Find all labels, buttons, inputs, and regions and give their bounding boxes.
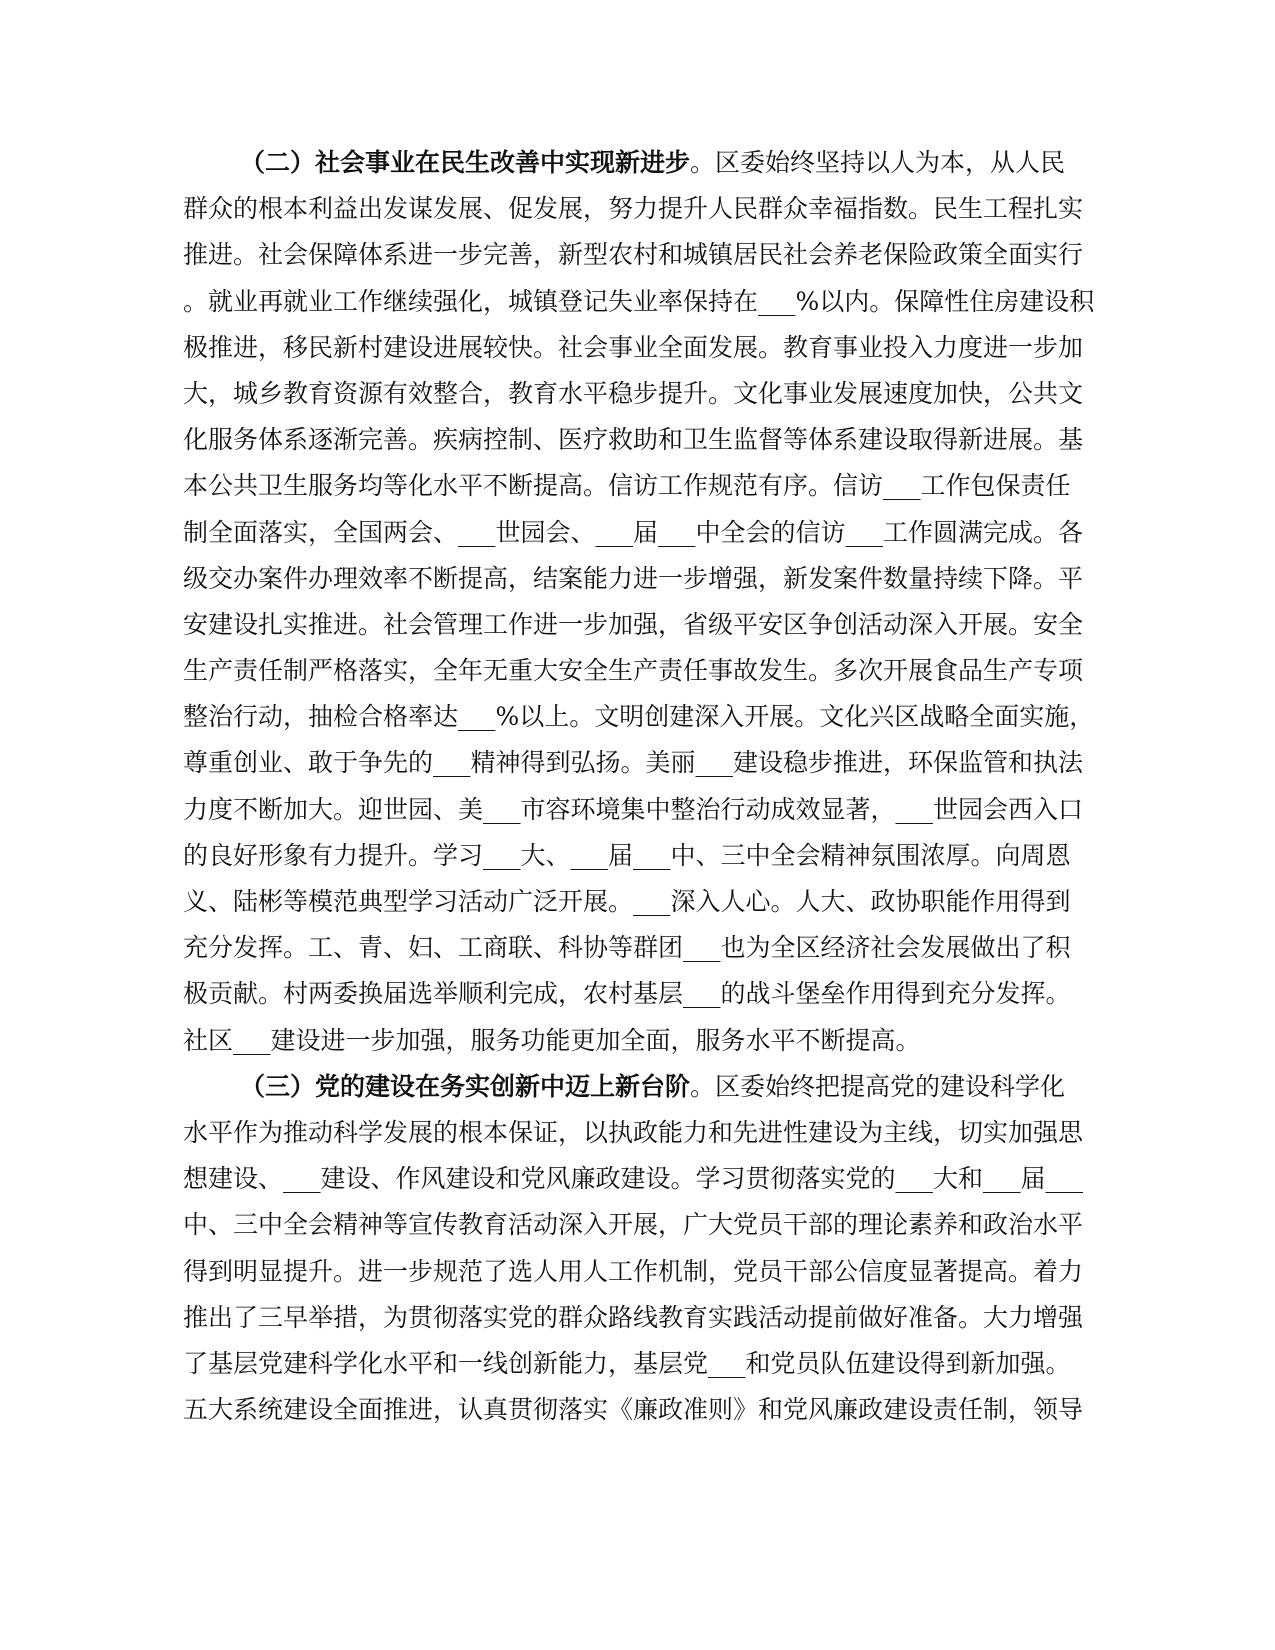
paragraph-first-line xyxy=(183,140,1065,186)
paragraph-line: 级交办案件办理效率不断提高，结案能力进一步增强，新发案件数量持续下降。平 xyxy=(183,563,1084,593)
paragraph-line: 大，城乡教育资源有效整合，教育水平稳步提升。文化事业发展速度加快，公共文 xyxy=(183,378,1084,408)
paragraph-line: 水平作为推动科学发展的根本保证，以执政能力和先进性建设为主线，切实加强思 xyxy=(183,1117,1084,1147)
section-social-progress xyxy=(183,140,1095,1064)
paragraph-line: 推出了三早举措，为贯彻落实党的群众路线教育实践活动提前做好准备。大力增强 xyxy=(183,1302,1084,1332)
paragraph-line: 想建设、___建设、作风建设和党风廉政建设。学习贯彻落实党的___大和___届___ xyxy=(183,1164,1084,1194)
paragraph-line: 安建设扎实推进。社会管理工作进一步加强，省级平安区争创活动深入开展。安全 xyxy=(183,609,1084,639)
paragraph-line: 化服务体系逐渐完善。疾病控制、医疗救助和卫生监督等体系建设取得新进展。基 xyxy=(183,425,1084,455)
paragraph-line: 得到明显提升。进一步规范了选人用人工作机制，党员干部公信度显著提高。着力 xyxy=(183,1256,1084,1286)
paragraph-line: 充分发挥。工、青、妇、工商联、科协等群团___也为全区经济社会发展做出了积 xyxy=(183,933,1071,963)
section-heading: （二）社会事业在民生改善中实现新进步 xyxy=(240,148,691,177)
paragraph-line: 推进。社会保障体系进一步完善，新型农村和城镇居民社会养老保险政策全面实行 xyxy=(183,240,1084,270)
paragraph-line: 本公共卫生服务均等化水平不断提高。信访工作规范有序。信访___工作包保责任 xyxy=(183,471,1071,501)
paragraph-line: 中、三中全会精神等宣传教育活动深入开展，广大党员干部的理论素养和政治水平 xyxy=(183,1210,1084,1240)
paragraph-line: 力度不断加大。迎世园、美___市容环境集中整治行动成效显著，___世园会西入口 xyxy=(183,794,1084,824)
paragraph-line: 生产责任制严格落实，全年无重大安全生产责任事故发生。多次开展食品生产专项 xyxy=(183,656,1084,686)
paragraph-line: 制全面落实，全国两会、___世园会、___届___中全会的信访___工作圆满完成。各 xyxy=(183,517,1084,547)
paragraph-line: 极贡献。村两委换届选举顺利完成，农村基层___的战斗堡垒作用得到充分发挥。 xyxy=(183,979,1071,1009)
paragraph-line: 社区___建设进一步加强，服务功能更加全面，服务水平不断提高。 xyxy=(183,1025,921,1055)
paragraph-line: 五大系统建设全面推进，认真贯彻落实《廉政准则》和党风廉政建设责任制，领导 xyxy=(183,1395,1084,1425)
document-page xyxy=(183,140,1095,1433)
paragraph-line: 义、陆彬等模范典型学习活动广泛开展。___深入人心。人大、政协职能作用得到 xyxy=(183,887,1071,916)
paragraph-text: 。区委始终坚持以人为本，从人民 xyxy=(690,148,1066,177)
paragraph-first-line xyxy=(183,1064,1065,1110)
section-heading: （三）党的建设在务实创新中迈上新台阶 xyxy=(240,1071,691,1101)
paragraph-line: 的良好形象有力提升。学习___大、___届___中、三中全会精神氛围浓厚。向周恩 xyxy=(183,840,1071,870)
paragraph-line: 尊重创业、敢于争先的___精神得到弘扬。美丽___建设稳步推进，环保监管和执法 xyxy=(183,748,1084,778)
paragraph-line: 整治行动，抽检合格率达___%以上。文明创建深入开展。文化兴区战略全面实施， xyxy=(183,702,1095,732)
paragraph-text: 。区委始终把提高党的建设科学化 xyxy=(690,1071,1066,1101)
paragraph-line: 极推进，移民新村建设进展较快。社会事业全面发展。教育事业投入力度进一步加 xyxy=(183,332,1084,362)
paragraph-line: 群众的根本利益出发谋发展、促发展，努力提升人民群众幸福指数。民生工程扎实 xyxy=(183,194,1084,224)
section-party-building xyxy=(183,1064,1084,1434)
paragraph-line: 。就业再就业工作继续强化，城镇登记失业率保持在___%以内。保障性住房建设积 xyxy=(183,286,1095,316)
paragraph-line: 了基层党建科学化水平和一线创新能力，基层党___和党员队伍建设得到新加强。 xyxy=(183,1348,1071,1378)
